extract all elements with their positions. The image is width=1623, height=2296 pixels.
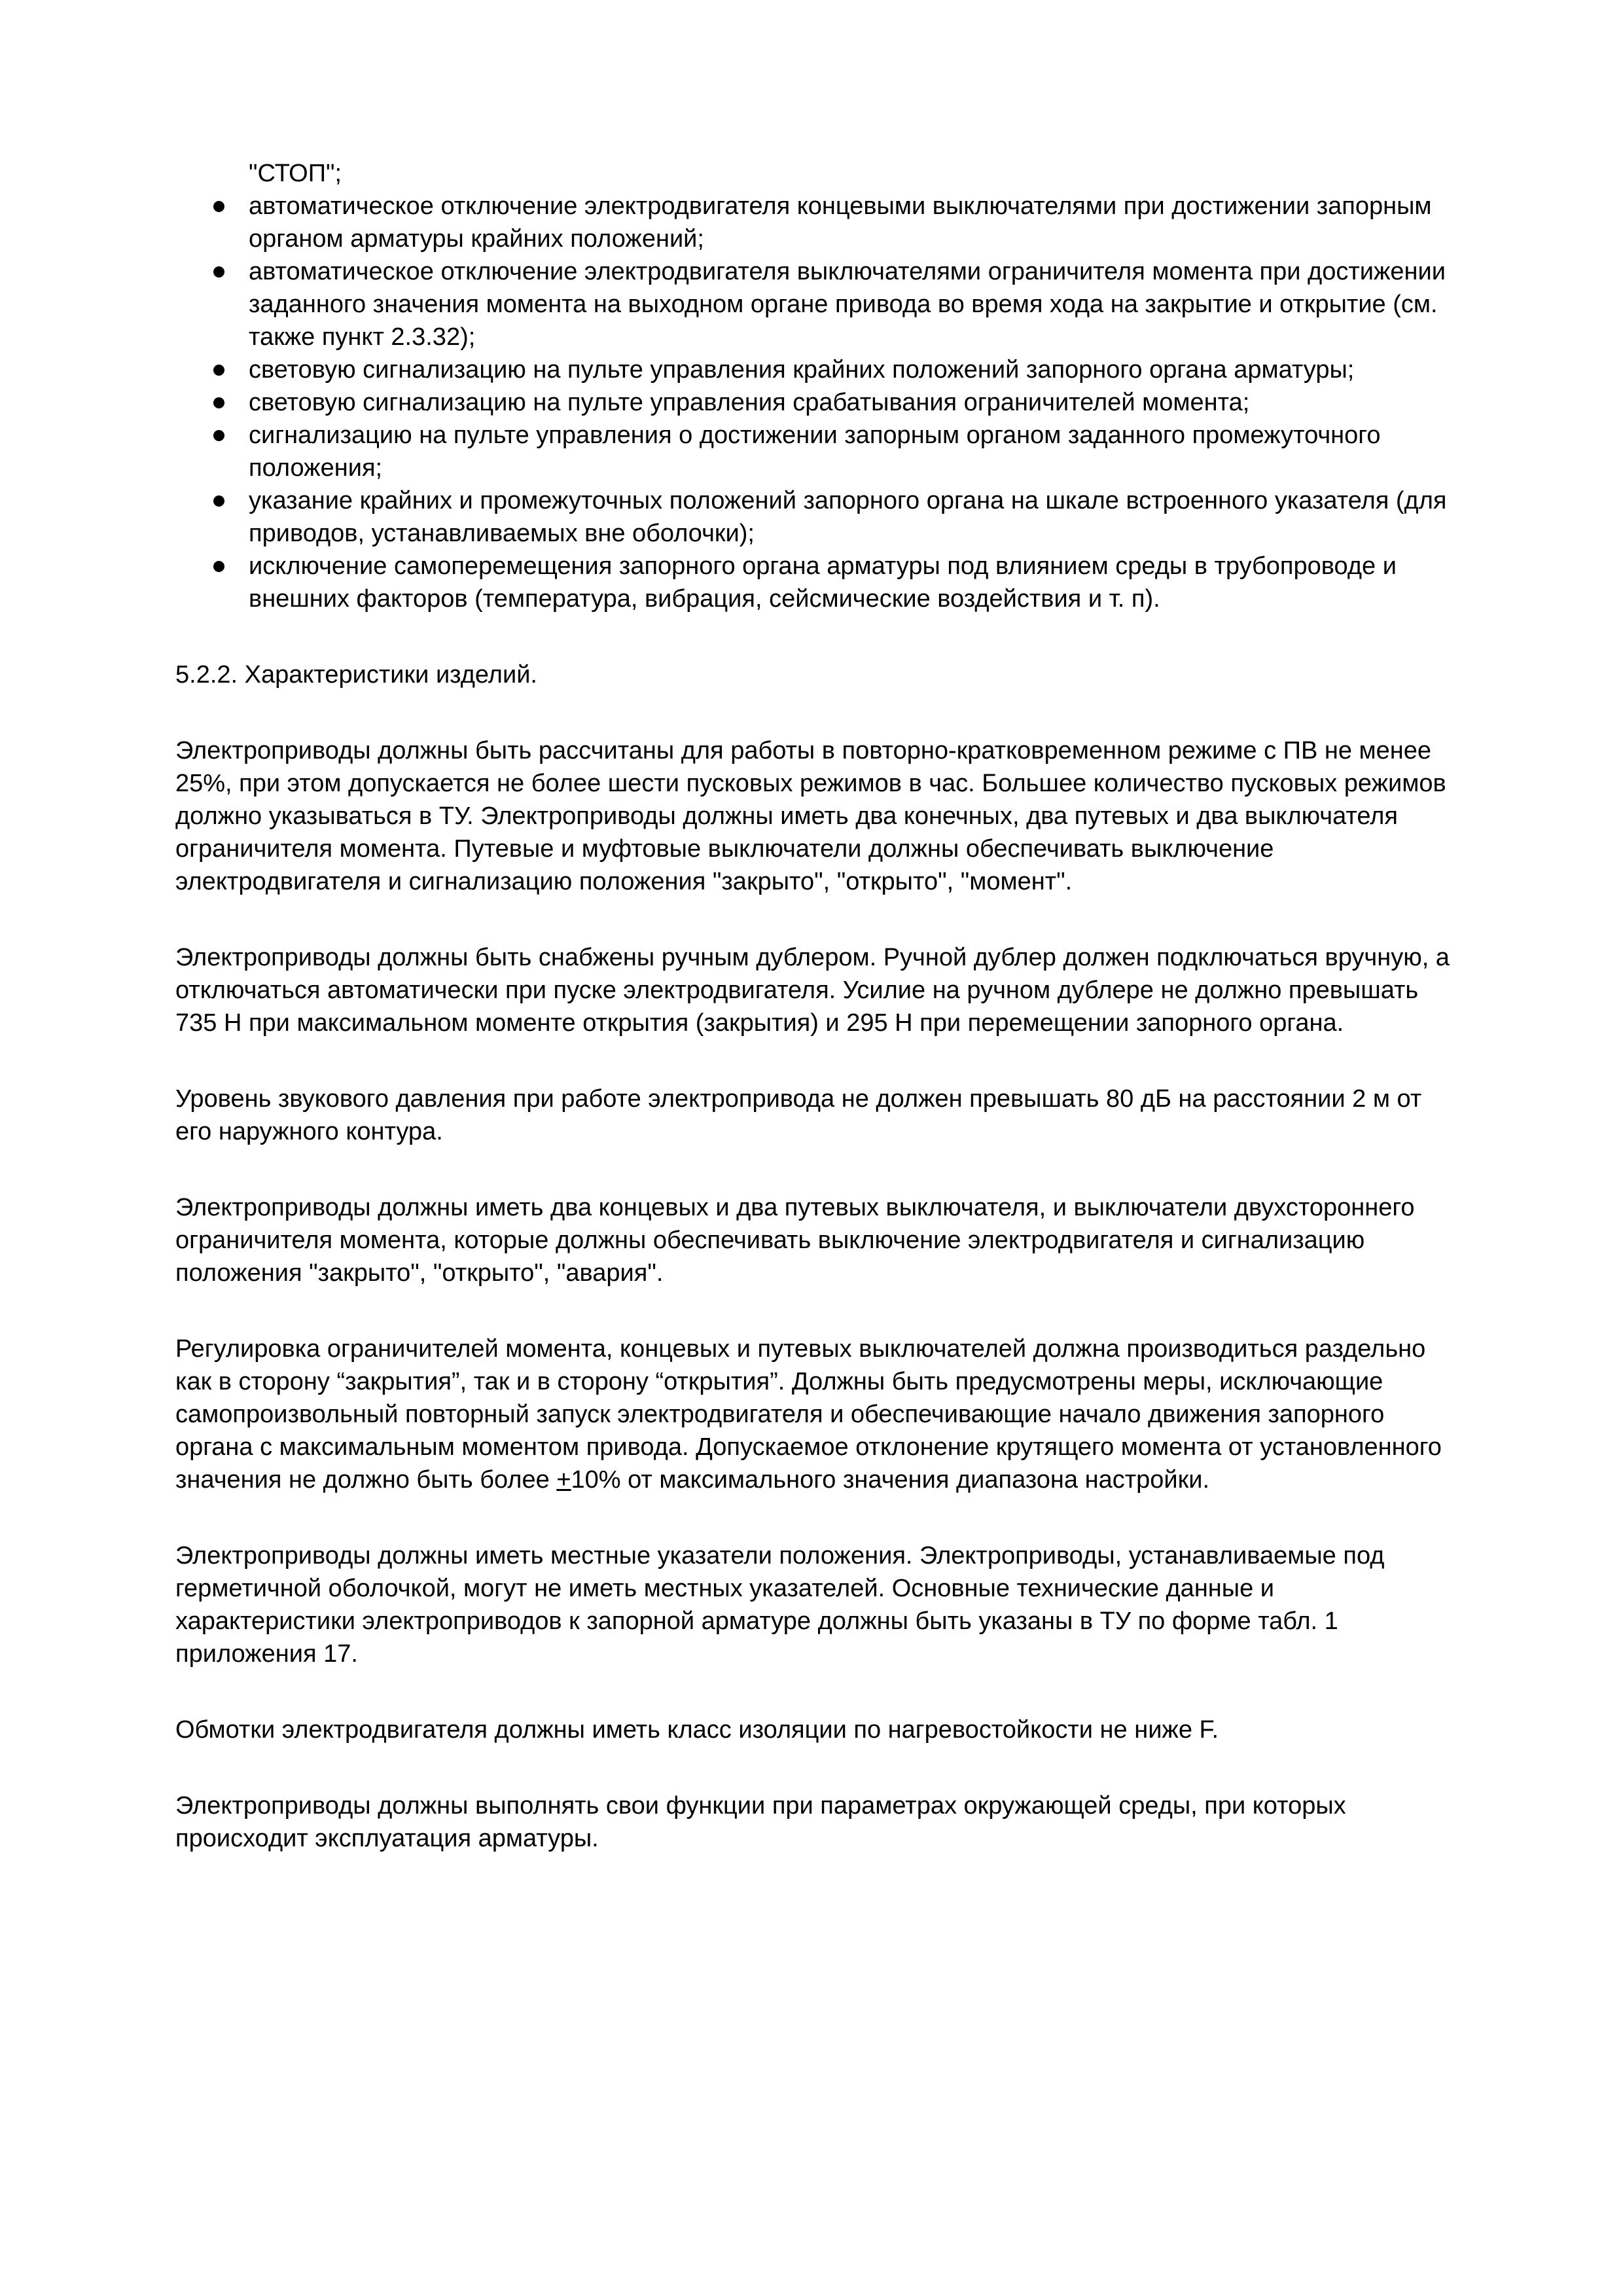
regulation-text-start: Регулировка ограничителей момента, концевых и путевых выключателей должна производиться раздельно как в сторону “закрытия”, так и в сторону “открытия”. Должны быть предусмотрены меры, исключающие самопроизвольный повторный запуск электродвигателя и обеспечивающие начало движения запорного органа с максимальным моментом привода. Допускаемое отклонение крутящего момента от установленного значения не должно быть более — [175, 1335, 1442, 1494]
requirements-list — [175, 190, 1458, 615]
regulation-text-end: 10% от максимального значения диапазона настройки. — [571, 1466, 1210, 1494]
paragraph-duty-cycle: Электроприводы должны быть рассчитаны для работы в повторно-кратковременном режиме с ПВ не менее 25%, при этом допускается не более шести пусковых режимов в час. Большее количество пусковых режимов должно указываться в ТУ. Электроприводы должны иметь два конечных, два путевых и два выключателя ограничителя момента. Путевые и муфтовые выключатели должны обеспечивать выключение электродвигателя и сигнализацию положения "закрыто", "открыто", "момент". — [175, 737, 1446, 895]
list-item — [175, 386, 1458, 419]
list-item-text: исключение самоперемещения запорного органа арматуры под влиянием среды в трубопроводе и внешних факторов (температура, вибрация, сейсмические воздействия и т. п). — [249, 552, 1397, 613]
list-item — [175, 484, 1458, 550]
list-item-text: автоматическое отключение электродвигателя концевыми выключателями при достижении запорным органом арматуры крайних положений; — [249, 192, 1432, 253]
paragraph-position-indicators: Электроприводы должны иметь местные указатели положения. Электроприводы, устанавливаемые под герметичной оболочкой, могут не иметь местных указателей. Основные технические данные и характеристики электроприводов к запорной арматуре должны быть указаны в ТУ по форме табл. 1 приложения 17. — [175, 1542, 1385, 1668]
paragraph-environment: Электроприводы должны выполнять свои функции при параметрах окружающей среды, при которых происходит эксплуатация арматуры. — [175, 1792, 1346, 1852]
list-item — [175, 353, 1458, 386]
bullet-icon — [213, 365, 224, 376]
paragraph-manual-override: Электроприводы должны быть снабжены ручным дублером. Ручной дублер должен подключаться вручную, а отключаться автоматически при пуске электродвигателя. Усилие на ручном дублере не должно превышать 735 Н при максимальном моменте открытия (закрытия) и 295 Н при перемещении запорного органа. — [175, 944, 1450, 1037]
bullet-icon — [213, 430, 224, 441]
section-heading: 5.2.2. Характеристики изделий. — [175, 661, 537, 689]
list-item — [175, 419, 1458, 484]
list-item — [175, 255, 1458, 353]
list-item — [175, 190, 1458, 255]
list-item-text: световую сигнализацию на пульте управления крайних положений запорного органа арматуры; — [249, 356, 1355, 384]
bullet-icon — [213, 266, 224, 278]
bullet-icon — [213, 561, 224, 572]
plus-minus-sign: + — [556, 1466, 571, 1494]
bullet-icon — [213, 201, 224, 212]
list-item-text: автоматическое отключение электродвигателя выключателями ограничителя момента при достижении заданного значения момента на выходном органе привода во время хода на закрытие и открытие (см. также пункт 2.3.32); — [249, 258, 1446, 351]
list-item-text: указание крайних и промежуточных положений запорного органа на шкале встроенного указателя (для приводов, устанавливаемых вне оболочки); — [249, 487, 1447, 547]
list-item-text: световую сигнализацию на пульте управления срабатывания ограничителей момента; — [249, 389, 1250, 416]
continuation-line: "СТОП"; — [249, 160, 342, 187]
paragraph-insulation-class: Обмотки электродвигателя должны иметь класс изоляции по нагревостойкости не ниже F. — [175, 1716, 1219, 1744]
bullet-icon — [213, 495, 224, 507]
list-item-text: сигнализацию на пульте управления о достижении запорным органом заданного промежуточного положения; — [249, 422, 1381, 482]
paragraph-switches: Электроприводы должны иметь два концевых и два путевых выключателя, и выключатели двухстороннего ограничителя момента, которые должны обеспечивать выключение электродвигателя и сигнализацию положения "закрыто", "открыто", "авария". — [175, 1194, 1415, 1287]
document-body — [175, 157, 1458, 1855]
bullet-icon — [213, 397, 224, 408]
list-item — [175, 550, 1458, 615]
paragraph-noise-level: Уровень звукового давления при работе электропривода не должен превышать 80 дБ на расстоянии 2 м от его наружного контура. — [175, 1085, 1422, 1145]
paragraph-regulation — [175, 1333, 1458, 1496]
